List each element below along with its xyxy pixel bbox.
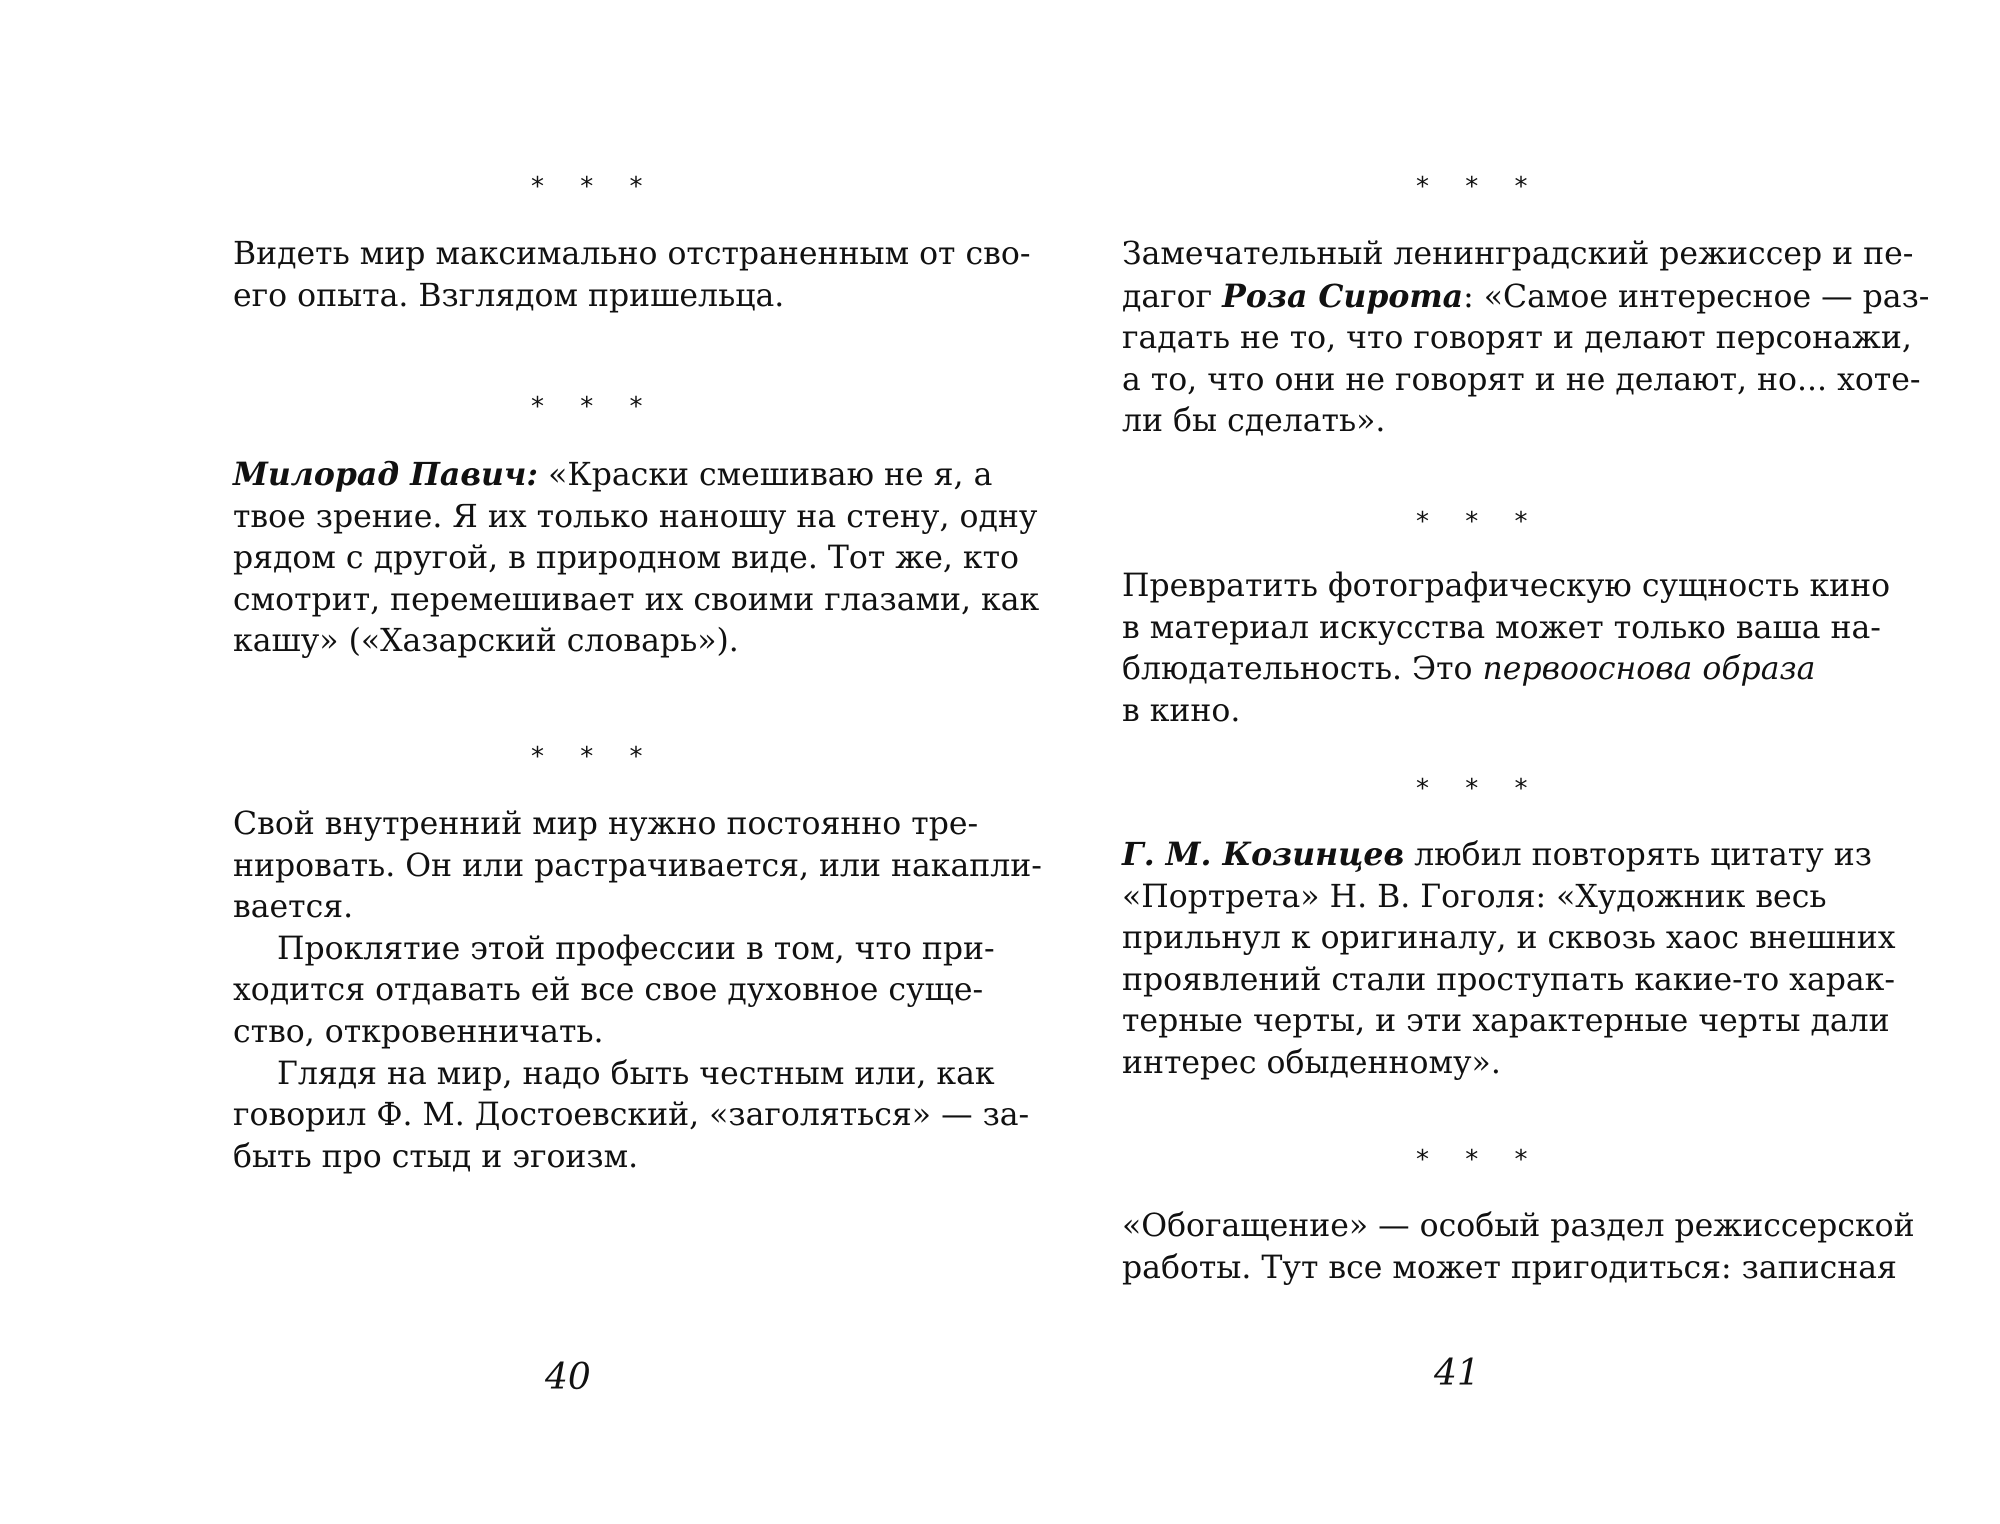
- paragraph-observation: [1122, 566, 1891, 732]
- paragraph-alien-view: [233, 234, 1031, 317]
- page-number: 40: [545, 1357, 591, 1398]
- text-line: а то, что они не говорят и не делают, но... хоте-: [1122, 361, 1921, 398]
- text-line: говорил Ф. М. Достоевский, «заголяться» — за-: [233, 1097, 1030, 1134]
- text-line: интерес обыденному».: [1122, 1044, 1501, 1081]
- section-separator: * * *: [1416, 774, 1542, 804]
- text-line: Видеть мир максимально отстраненным от сво-: [233, 236, 1031, 272]
- section-separator: * * *: [1416, 507, 1542, 537]
- section-separator: * * *: [531, 742, 657, 772]
- text-line: Превратить фотографическую сущность кино: [1122, 568, 1891, 604]
- text-line: смотрит, перемешивает их своими глазами, как: [233, 581, 1040, 618]
- emphasis-text: первооснова образа: [1482, 651, 1816, 688]
- text-fragment: блюдательность. Это: [1122, 651, 1483, 688]
- text-line: его опыта. Взглядом пришельца.: [233, 277, 785, 314]
- text-line: Замечательный ленинградский режиссер и пе-: [1122, 236, 1914, 272]
- text-line: «Портрета» Н. В. Гоголя: «Художник весь: [1122, 878, 1827, 915]
- section-separator: * * *: [1416, 1145, 1542, 1175]
- paragraph-inner-world: [233, 804, 1042, 1178]
- section-separator: * * *: [531, 172, 657, 202]
- right-page: [1000, 0, 2000, 1524]
- paragraph-kozintsev-quote: [1122, 834, 1896, 1085]
- text-line: Проклятие этой профессии в том, что при-: [277, 930, 995, 967]
- text-line: вается.: [233, 889, 354, 926]
- text-line: [1122, 276, 1930, 319]
- text-line: быть про стыд и эгоизм.: [233, 1138, 639, 1175]
- text-line: [1122, 649, 1816, 691]
- text-line: рядом с другой, в природном виде. Тот же, кто: [233, 540, 1019, 577]
- text-line: гадать не то, что говорят и делают персонажи,: [1122, 320, 1912, 357]
- paragraph-sirota-quote: [1122, 234, 1930, 443]
- text-line: в материал искусства может только ваша на-: [1122, 609, 1881, 646]
- author-name: Роза Сирота: [1222, 277, 1464, 315]
- author-name: Г. М. Козинцев: [1122, 836, 1405, 873]
- text-line: проявлений стали проступать какие-то харак-: [1122, 961, 1895, 998]
- section-separator: * * *: [1416, 172, 1542, 202]
- text-line: прильнул к оригиналу, и сквозь хаос внешних: [1122, 920, 1896, 957]
- text-line: работы. Тут все может пригодиться: записная: [1122, 1249, 1897, 1286]
- text-line: ство, откровенничать.: [233, 1013, 604, 1050]
- quote-start: : «Самое интересное — раз-: [1463, 278, 1930, 315]
- quote-start: любил повторять цитату из: [1404, 837, 1872, 873]
- text-line: ли бы сделать».: [1122, 403, 1386, 440]
- page-number: 41: [1434, 1353, 1480, 1394]
- text-line: «Обогащение» — особый раздел режиссерской: [1122, 1208, 1915, 1244]
- paragraph-enrichment: [1122, 1206, 1915, 1289]
- quote-start: «Краски смешиваю не я, а: [538, 457, 993, 493]
- text-line: кашу» («Хазарский словарь»).: [233, 623, 739, 660]
- text-line: Свой внутренний мир нужно постоянно тре-: [233, 806, 979, 842]
- section-separator: * * *: [531, 392, 657, 422]
- paragraph-pavic-quote: [233, 454, 1040, 663]
- text-line: нировать. Он или растрачивается, или накапли-: [233, 847, 1042, 884]
- text-line: [1122, 834, 1872, 877]
- text-line: Глядя на мир, надо быть честным или, как: [277, 1055, 995, 1092]
- text-line: [233, 454, 993, 497]
- text-line: твое зрение. Я их только наношу на стену, одну: [233, 498, 1038, 535]
- text-line: терные черты, и эти характерные черты дали: [1122, 1003, 1890, 1040]
- text-fragment: дагог: [1122, 278, 1223, 315]
- author-name: Милорад Павич:: [233, 456, 539, 493]
- text-line: ходится отдавать ей все свое духовное суще-: [233, 972, 984, 1009]
- text-line: в кино.: [1122, 692, 1241, 729]
